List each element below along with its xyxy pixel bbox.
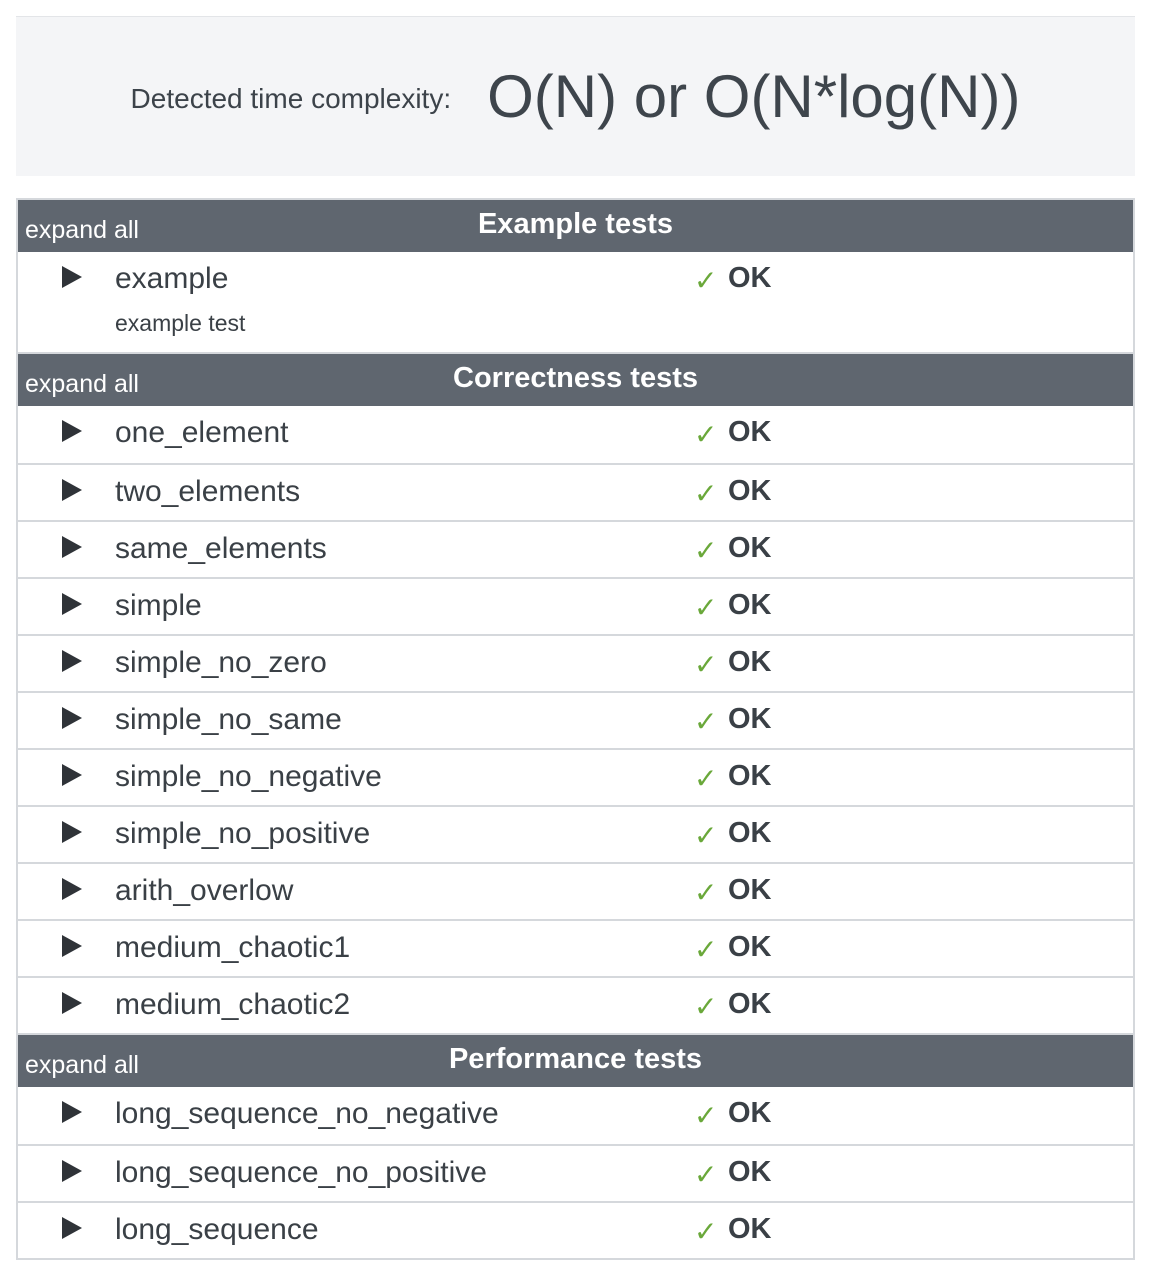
section-header-example: [18, 198, 1133, 252]
test-name: long_sequence: [115, 1213, 319, 1246]
expand-triangle-icon[interactable]: [62, 479, 82, 501]
section-header-performance: [18, 1033, 1133, 1087]
test-status: OK: [728, 532, 772, 564]
complexity-value: O(N) or O(N*log(N)): [487, 63, 1021, 130]
test-row[interactable]: [18, 1144, 1133, 1201]
section-title-correctness: Correctness tests: [453, 362, 698, 394]
checkmark-icon: ✓: [694, 265, 718, 296]
test-row[interactable]: [18, 748, 1133, 805]
test-name: arith_overlow: [115, 874, 294, 907]
expand-triangle-icon[interactable]: [62, 935, 82, 957]
test-name: long_sequence_no_negative: [115, 1097, 499, 1130]
test-description: example test: [115, 310, 246, 336]
complexity-panel: [16, 16, 1135, 176]
test-name: two_elements: [115, 475, 301, 508]
test-row[interactable]: [18, 406, 1133, 463]
expand-triangle-icon[interactable]: [62, 1217, 82, 1239]
checkmark-icon: ✓: [694, 991, 718, 1022]
test-row[interactable]: [18, 1201, 1133, 1258]
test-name: simple: [115, 589, 202, 622]
test-row[interactable]: [18, 463, 1133, 520]
test-status: OK: [728, 1156, 772, 1188]
checkmark-icon: ✓: [694, 1216, 718, 1247]
test-row[interactable]: [18, 520, 1133, 577]
checkmark-icon: ✓: [694, 934, 718, 965]
test-name: simple_no_positive: [115, 817, 371, 850]
test-status: OK: [728, 703, 772, 735]
test-status: OK: [728, 262, 772, 294]
expand-triangle-icon[interactable]: [62, 992, 82, 1014]
test-name: long_sequence_no_positive: [115, 1156, 487, 1189]
test-status: OK: [728, 646, 772, 678]
test-status: OK: [728, 874, 772, 906]
test-results-table: [16, 198, 1135, 1260]
test-row[interactable]: [18, 634, 1133, 691]
expand-triangle-icon[interactable]: [62, 536, 82, 558]
test-status: OK: [728, 760, 772, 792]
expand-triangle-icon[interactable]: [62, 878, 82, 900]
test-name: same_elements: [115, 532, 327, 565]
test-row[interactable]: [18, 252, 1133, 352]
checkmark-icon: ✓: [694, 478, 718, 509]
expand-all-performance-link[interactable]: expand all: [25, 1051, 139, 1079]
checkmark-icon: ✓: [694, 763, 718, 794]
test-row[interactable]: [18, 691, 1133, 748]
checkmark-icon: ✓: [694, 877, 718, 908]
expand-triangle-icon[interactable]: [62, 650, 82, 672]
test-name: simple_no_same: [115, 703, 342, 736]
checkmark-icon: ✓: [694, 1100, 718, 1131]
test-row[interactable]: [18, 805, 1133, 862]
section-header-correctness: [18, 352, 1133, 406]
expand-triangle-icon[interactable]: [62, 821, 82, 843]
checkmark-icon: ✓: [694, 820, 718, 851]
checkmark-icon: ✓: [694, 1159, 718, 1190]
test-name: simple_no_negative: [115, 760, 382, 793]
test-status: OK: [728, 475, 772, 507]
expand-triangle-icon[interactable]: [62, 707, 82, 729]
checkmark-icon: ✓: [694, 649, 718, 680]
test-row[interactable]: [18, 919, 1133, 976]
expand-triangle-icon[interactable]: [62, 266, 82, 288]
expand-triangle-icon[interactable]: [62, 593, 82, 615]
expand-all-example-link[interactable]: expand all: [25, 216, 139, 244]
checkmark-icon: ✓: [694, 592, 718, 623]
test-status: OK: [728, 1097, 772, 1129]
test-row[interactable]: [18, 862, 1133, 919]
checkmark-icon: ✓: [694, 535, 718, 566]
expand-triangle-icon[interactable]: [62, 1101, 82, 1123]
test-status: OK: [728, 589, 772, 621]
test-name: simple_no_zero: [115, 646, 327, 679]
expand-triangle-icon[interactable]: [62, 764, 82, 786]
expand-all-correctness-link[interactable]: expand all: [25, 370, 139, 398]
test-status: OK: [728, 817, 772, 849]
test-status: OK: [728, 931, 772, 963]
test-row[interactable]: [18, 1087, 1133, 1144]
expand-triangle-icon[interactable]: [62, 1160, 82, 1182]
test-name: medium_chaotic1: [115, 931, 351, 964]
test-status: OK: [728, 1213, 772, 1245]
test-name: example: [115, 262, 229, 295]
complexity-label: Detected time complexity:: [130, 82, 452, 114]
expand-triangle-icon[interactable]: [62, 420, 82, 442]
test-row[interactable]: [18, 577, 1133, 634]
section-title-performance: Performance tests: [448, 1043, 703, 1075]
test-row[interactable]: [18, 976, 1133, 1033]
test-name: one_element: [115, 416, 289, 449]
checkmark-icon: ✓: [694, 706, 718, 737]
test-status: OK: [728, 988, 772, 1020]
checkmark-icon: ✓: [694, 419, 718, 450]
test-status: OK: [728, 416, 772, 448]
test-name: medium_chaotic2: [115, 988, 351, 1021]
section-title-example: Example tests: [477, 208, 674, 240]
